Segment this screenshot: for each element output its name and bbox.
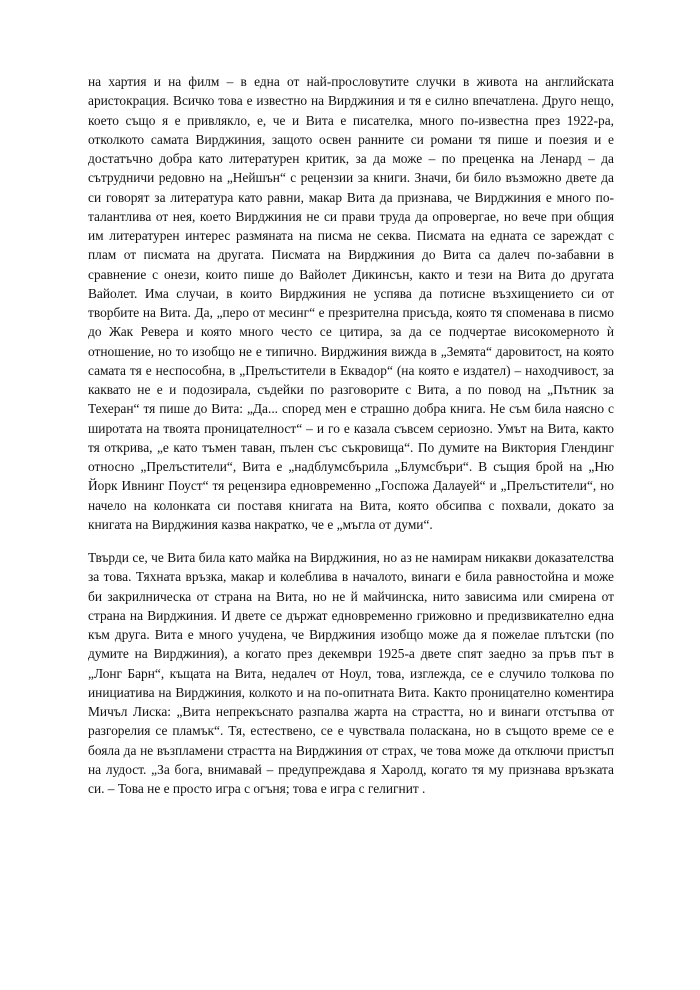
body-text — [88, 72, 614, 798]
paragraph-2: Твърди се, че Вита била като майка на Вирджиния, но аз не намирам никакви доказателства за това. Тяхната връзка, макар и колеблива в началото, винаги е била равностойна и може би закрилническа от страна на Вита, но не й майчинска, нито зависима или смирена от страна на Вирджиния. И двете се държат едновременно грижовно и предизвикателно една към друга. Вита е много учудена, че Вирджиния изобщо може да я пожелае плътски (по думите на Вирджиния), а когато през декември 1925-а двете спят заедно за пръв път в „Лонг Барн“, къщата на Вита, недалеч от Ноул, това, изглежда, се е случило толкова по инициатива на Вирджиния, колкото и на по-опитната Вита. Както проницателно коментира Мичъл Лиска: „Вита непрекъснато разпалва жарта на страстта, но и винаги отстъпва от разгорелия се пламък“. Тя, естествено, се е чувствала поласкана, но в същото време се е бояла да не възпламени страстта на Вирджиния от страх, че това може да отключи пристъп на лудост. „За бога, внимавай – предупреждава я Харолд, когато тя му признава връзката си. – Това не е просто игра с огъня; това е игра с гелигнит . — [88, 550, 614, 796]
paragraph-1: на хартия и на филм – в една от най-прословутите случки в живота на английската аристокрация. Всичко това е известно на Вирджиния и тя е силно впечатлена. Друго нещо, което също я е привлякло, е, че и Вита е писателка, много по-известна през 1922-ра, отколкото самата Вирджиния, защото освен ранните си романи тя пише и поезия и е достатъчно добра като литературен критик, за да може – по преценка на Ленард – да сътрудничи редовно на „Нейшън“ с рецензии за книги. Значи, би било възможно двете да си говорят за литература като равни, макар Вита да признава, че Вирджиния е много по-талантлива от нея, което Вирджиния не си прави труда да опровергае, но вече при общия им литературен интерес размяната на писма не секва. Писмата на едната се зареждат с плам от писмата на другата. Писмата на Вирджиния до Вита са далеч по-забавни в сравнение с онези, които пише до Вайолет Дикинсън, както и тези на Вита до другата Вайолет. Има случаи, в които Вирджиния не успява да потисне възхищението си от творбите на Вита. Да, „перо от месинг“ е презрителна присъда, която тя споменава в писмо до Жак Ревера и която много често се цитира, за да се подчертае високомерното ѝ отношение, но то изобщо не е типично. Вирджиния вижда в „Земята“ даровитост, на която самата тя е неспособна, в „Прелъстители в Еквадор“ (на която е издател) – находчивост, за каквато не е и подозирала, съдейки по разговорите с Вита, а по повод на „Пътник за Техеран“ тя пише до Вита: „Да... според мен е страшно добра книга. Не съм била наясно с широтата на твоята проницателност“ – и го е казала съвсем сериозно. Умът на Вита, както тя открива, „е като тъмен таван, пълен със съкровища“. По думите на Виктория Глендинг относно „Прелъстители“, Вита е „надблумсбърила „Блумсбъри“. В същия брой на „Ню Йорк Ивнинг Поуст“ тя рецензира едновременно „Госпожа Далауей“ и „Прелъстители“, но начело на колонката си поставя книгата на Вита, която обсипва с похвали, докато за книгата на Вирджиния казва накратко, че е „мъгла от думи“. — [88, 74, 614, 532]
